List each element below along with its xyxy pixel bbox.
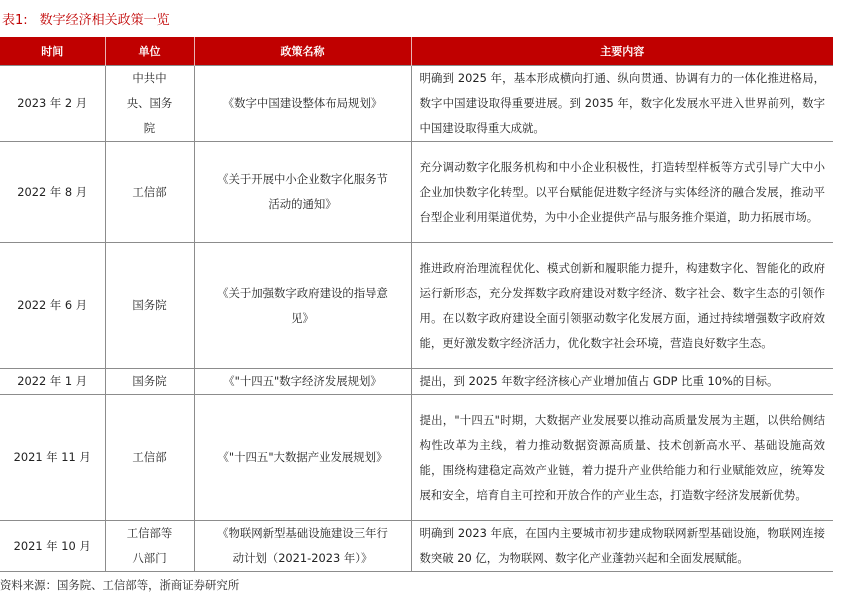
table-title [2,12,170,30]
cell-unit: 国务院 [105,243,194,369]
source-note: 资料来源：国务院、工信部等，浙商证券研究所 [0,578,240,592]
cell-date: 2023 年 2 月 [0,66,105,142]
cell-date: 2021 年 11 月 [0,395,105,521]
cell-date: 2021 年 10 月 [0,521,105,572]
table-row [0,395,833,521]
table-header-row [0,37,833,66]
cell-content: 充分调动数字化服务机构和中小企业积极性，打造转型样板等方式引导广大中小企业加快数字化转型。以平台赋能促进数字经济与实体经济的融合发展，推动平台型企业利用渠道优势，为中小企业提供产品与服务推介渠道，助力拓展市场。 [411,142,833,243]
table-row [0,243,833,369]
table-row [0,66,833,142]
header-unit: 单位 [105,37,194,66]
cell-date: 2022 年 6 月 [0,243,105,369]
cell-content: 推进政府治理流程优化、模式创新和履职能力提升，构建数字化、智能化的政府运行新形态，充分发挥数字政府建设对数字经济、数字社会、数字生态的引领作用。在以数字政府建设全面引领驱动数字化发展方面，通过持续增强数字政府效能，更好激发数字经济活力，优化数字社会环境，营造良好数字生态。 [411,243,833,369]
cell-unit: 工信部 [105,395,194,521]
cell-unit: 工信部等八部门 [105,521,194,572]
header-policy: 政策名称 [194,37,411,66]
cell-content: 提出，"十四五"时期，大数据产业发展要以推动高质量发展为主题，以供给侧结构性改革为主线，着力推动数据资源高质量、技术创新高水平、基础设施高效能，围绕构建稳定高效产业链，着力提升产业供给能力和行业赋能效应，统筹发展和安全，培育自主可控和开放合作的产业生态，打造数字经济发展新优势。 [411,395,833,521]
cell-policy: 《关于加强数字政府建设的指导意见》 [194,243,411,369]
cell-policy: 《"十四五"数字经济发展规划》 [194,369,411,395]
cell-content: 提出，到 2025 年数字经济核心产业增加值占 GDP 比重 10%的目标。 [411,369,833,395]
table-row [0,142,833,243]
header-content: 主要内容 [411,37,833,66]
cell-policy: 《数字中国建设整体布局规划》 [194,66,411,142]
cell-content: 明确到 2025 年，基本形成横向打通、纵向贯通、协调有力的一体化推进格局，数字中国建设取得重要进展。到 2035 年，数字化发展水平进入世界前列，数字中国建设取得重大成就。 [411,66,833,142]
cell-date: 2022 年 8 月 [0,142,105,243]
table-title-text: 数字经济相关政策一览 [39,13,170,28]
cell-content: 明确到 2023 年底，在国内主要城市初步建成物联网新型基础设施，物联网连接数突破 20 亿，为物联网、数字化产业蓬勃兴起和全面发展赋能。 [411,521,833,572]
cell-date: 2022 年 1 月 [0,369,105,395]
header-date: 时间 [0,37,105,66]
cell-policy: 《"十四五"大数据产业发展规划》 [194,395,411,521]
table-row [0,521,833,572]
table-number: 表1: [2,13,28,28]
policy-table [0,37,833,572]
cell-unit: 中共中央、国务院 [105,66,194,142]
cell-unit: 工信部 [105,142,194,243]
table-row [0,369,833,395]
cell-policy: 《物联网新型基础设施建设三年行动计划（2021-2023 年）》 [194,521,411,572]
cell-policy: 《关于开展中小企业数字化服务节活动的通知》 [194,142,411,243]
cell-unit: 国务院 [105,369,194,395]
